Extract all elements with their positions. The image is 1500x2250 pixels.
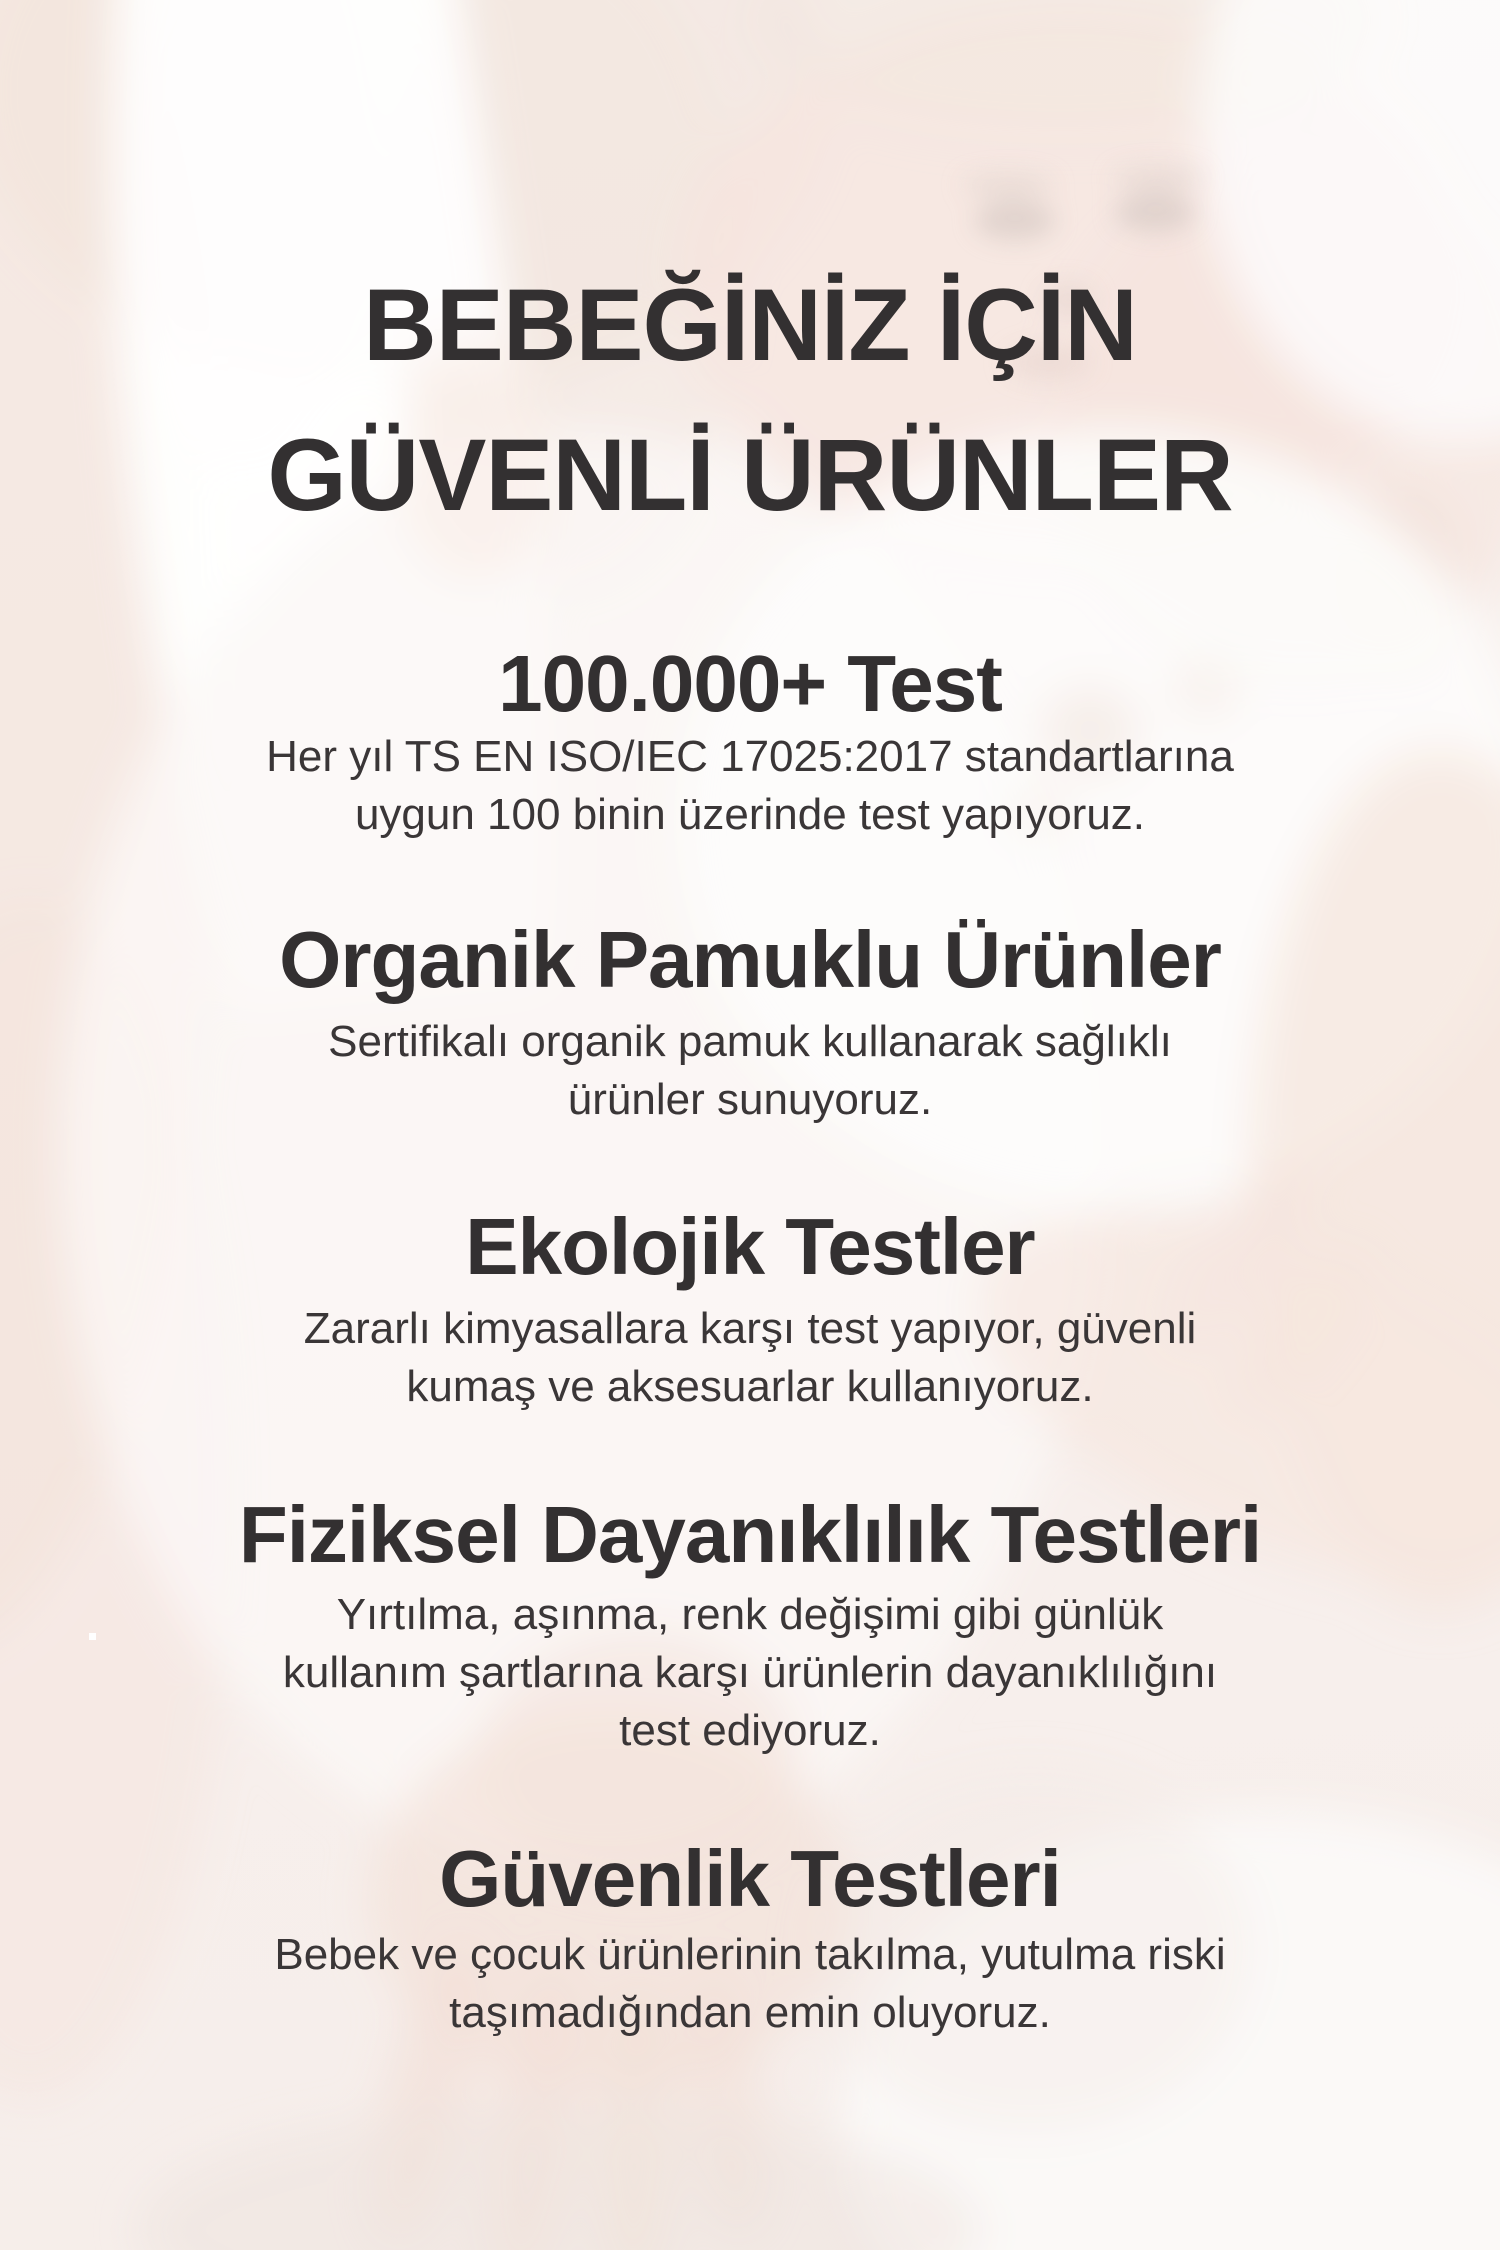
section-ecological-tests-heading: Ekolojik Testler	[465, 1202, 1035, 1291]
body-line: Yırtılma, aşınma, renk değişimi gibi günlük	[336, 1590, 1164, 1639]
page-title-line-2: GÜVENLİ ÜRÜNLER	[267, 418, 1233, 532]
body-line: taşımadığından emin oluyoruz.	[449, 1988, 1051, 2037]
section-test-count-body	[0, 728, 1500, 844]
body-line: kumaş ve aksesuarlar kullanıyoruz.	[406, 1362, 1094, 1411]
section-organic-cotton-body	[0, 1013, 1500, 1129]
section-durability-tests-heading: Fiziksel Dayanıklılık Testleri	[238, 1490, 1262, 1579]
section-safety-tests-body	[0, 1926, 1500, 2042]
body-line: uygun 100 binin üzerinde test yapıyoruz.	[354, 790, 1146, 839]
body-line: Sertifikalı organik pamuk kullanarak sağlıklı	[328, 1017, 1172, 1066]
section-organic-cotton-heading: Organik Pamuklu Ürünler	[279, 915, 1221, 1004]
section-safety-tests-heading: Güvenlik Testleri	[439, 1834, 1061, 1923]
body-line: Zararlı kimyasallara karşı test yapıyor, güvenli	[303, 1304, 1197, 1353]
body-line: test ediyoruz.	[619, 1706, 881, 1755]
body-line: Her yıl TS EN ISO/IEC 17025:2017 standartlarına	[266, 732, 1234, 781]
body-line: ürünler sunuyoruz.	[567, 1075, 933, 1124]
body-line: Bebek ve çocuk ürünlerinin takılma, yutulma riski	[274, 1930, 1226, 1979]
body-line: kullanım şartlarına karşı ürünlerin dayanıklılığını	[282, 1648, 1218, 1697]
section-durability-tests-body	[0, 1586, 1500, 1760]
section-test-count-heading: 100.000+ Test	[498, 639, 1002, 728]
page-title	[0, 250, 1500, 550]
section-ecological-tests-body	[0, 1300, 1500, 1416]
page-title-line-1: BEBEĞİNİZ İÇİN	[363, 268, 1137, 382]
